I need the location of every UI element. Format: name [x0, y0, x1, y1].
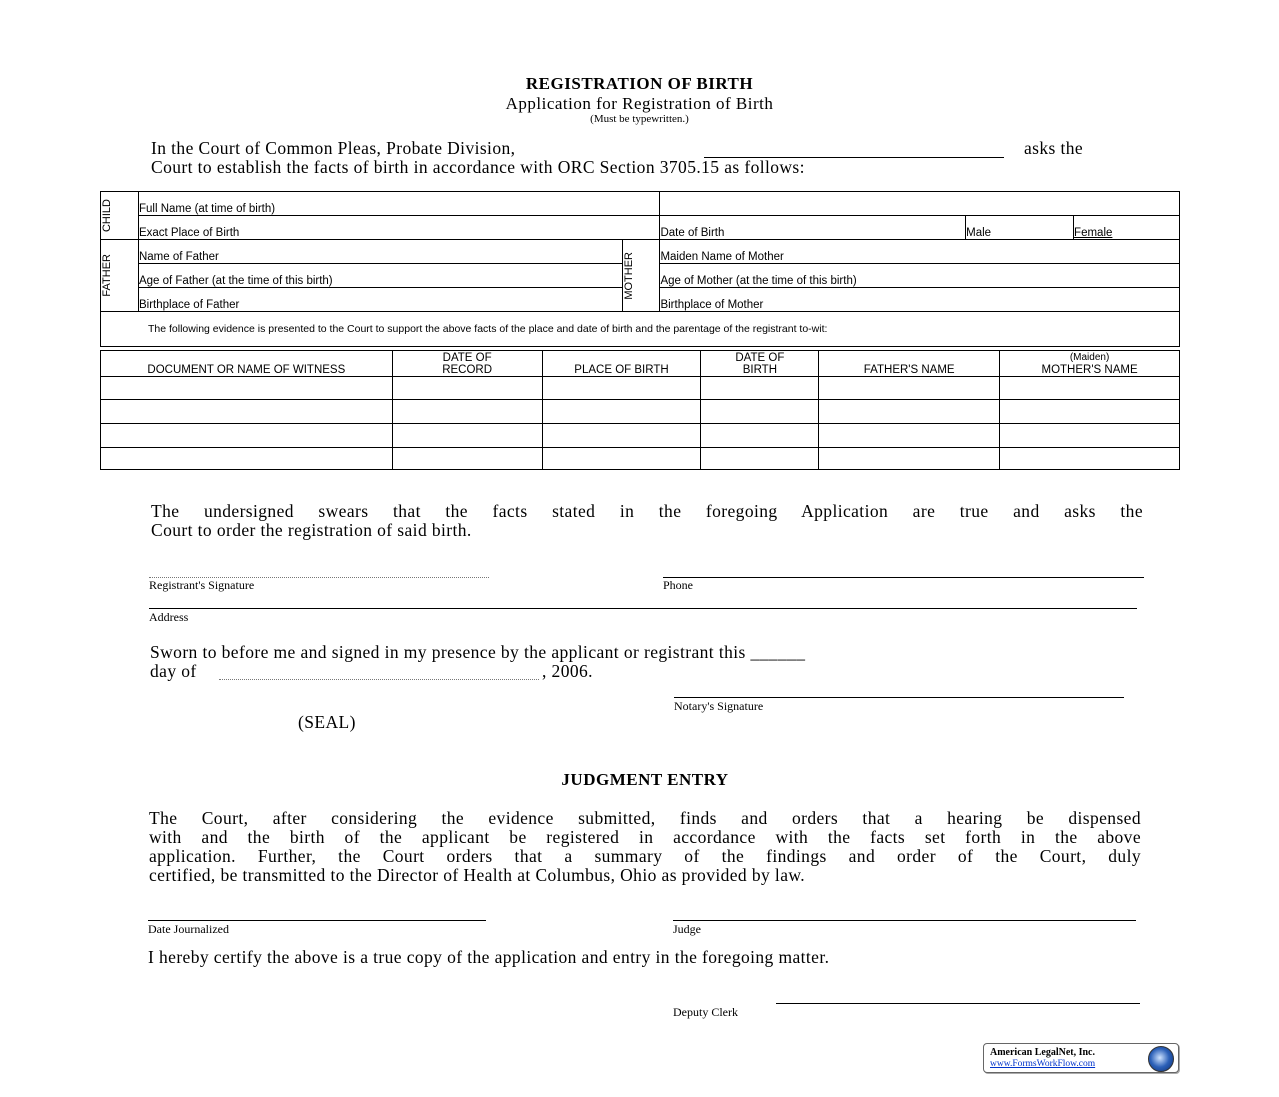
judgment-line-4: certified, be transmitted to the Director of Health at Columbus, Ohio as provided by law. — [149, 865, 806, 885]
col-father-header: FATHER'S NAME — [819, 351, 1000, 377]
company-name: American LegalNet, Inc. — [990, 1047, 1095, 1058]
birthplace-father-field[interactable]: Birthplace of Father — [138, 288, 623, 312]
col-mother-header: (Maiden) MOTHER'S NAME — [1000, 351, 1180, 377]
judgment-line-1: The Court, after considering the evidence submitted, finds and orders that a hearing be dispensed — [149, 808, 1141, 828]
evidence-row[interactable] — [101, 424, 1180, 448]
sworn-line-2-suffix: , 2006. — [542, 661, 593, 681]
website-link[interactable]: www.FormsWorkFlow.com — [990, 1059, 1096, 1069]
oath-line-1: The undersigned swears that the facts stated in the foregoing Application are true and asks the — [151, 501, 1143, 521]
full-name-value[interactable] — [660, 192, 1180, 216]
oath-line-2: Court to order the registration of said birth. — [151, 520, 472, 540]
address-line[interactable] — [149, 608, 1137, 609]
date-of-birth-field[interactable]: Date of Birth — [660, 216, 966, 240]
age-of-mother-field[interactable]: Age of Mother (at the time of this birth) — [660, 264, 1180, 288]
col-document-header: DOCUMENT OR NAME OF WITNESS — [101, 351, 393, 377]
age-of-father-field[interactable]: Age of Father (at the time of this birth) — [138, 264, 623, 288]
deputy-clerk-label: Deputy Clerk — [673, 1005, 738, 1019]
father-section-label: FATHER — [101, 240, 139, 312]
evidence-header-row — [101, 351, 1180, 377]
maiden-name-mother-field[interactable]: Maiden Name of Mother — [660, 240, 1180, 264]
intro-line-1-start: In the Court of Common Pleas, Probate Division, — [151, 138, 516, 158]
typewritten-note: (Must be typewritten.) — [590, 113, 689, 125]
phone-line[interactable] — [663, 577, 1144, 578]
intro-line-2: Court to establish the facts of birth in accordance with ORC Section 3705.15 as follows: — [151, 157, 805, 177]
col-date-record-header: DATE OF RECORD — [392, 351, 542, 377]
name-of-father-field[interactable]: Name of Father — [138, 240, 623, 264]
evidence-statement: The following evidence is presented to the Court to support the above facts of the place and date of birth and the parentage of the registrant to-wit: — [101, 312, 1180, 347]
date-journalized-line[interactable] — [148, 920, 486, 921]
female-field[interactable]: Female — [1074, 216, 1180, 240]
judgment-heading: JUDGMENT ENTRY — [561, 770, 729, 789]
evidence-table — [100, 350, 1180, 470]
date-journalized-label: Date Journalized — [148, 922, 229, 936]
birth-facts-table — [100, 191, 1180, 347]
judge-signature-line[interactable] — [673, 920, 1136, 921]
evidence-row[interactable] — [101, 400, 1180, 424]
birthplace-mother-field[interactable]: Birthplace of Mother — [660, 288, 1180, 312]
exact-place-field[interactable]: Exact Place of Birth — [138, 216, 659, 240]
col-place-header: PLACE OF BIRTH — [542, 351, 701, 377]
american-legalnet-logo[interactable] — [983, 1043, 1179, 1073]
full-name-field[interactable]: Full Name (at time of birth) — [138, 192, 659, 216]
evidence-row[interactable] — [101, 377, 1180, 400]
judgment-line-3: application. Further, the Court orders that a summary of the findings and order of the Court, duly — [149, 846, 1141, 866]
notary-signature-label: Notary's Signature — [674, 699, 764, 713]
certify-text: I hereby certify the above is a true copy of the application and entry in the foregoing matter. — [148, 947, 830, 967]
registrant-signature-label: Registrant's Signature — [149, 578, 255, 592]
sworn-line-1: Sworn to before me and signed in my presence by the applicant or registrant this ______ — [150, 642, 806, 662]
sworn-line-2-prefix: day of — [150, 661, 197, 681]
deputy-clerk-line[interactable] — [776, 1003, 1140, 1004]
globe-icon — [1148, 1046, 1174, 1072]
sworn-day-line[interactable] — [219, 679, 539, 680]
col-date-birth-header: DATE OF BIRTH — [701, 351, 819, 377]
form-subtitle: Application for Registration of Birth — [505, 94, 774, 113]
form-title: REGISTRATION OF BIRTH — [525, 74, 754, 93]
evidence-row[interactable] — [101, 448, 1180, 470]
judge-label: Judge — [673, 922, 701, 936]
address-label: Address — [149, 610, 189, 624]
phone-label: Phone — [663, 578, 693, 592]
judgment-line-2: with and the birth of the applicant be registered in accordance with the facts set forth in the above — [149, 827, 1141, 847]
intro-line-1-end: asks the — [1024, 138, 1084, 158]
seal-text: (SEAL) — [298, 712, 356, 732]
male-field[interactable]: Male — [966, 216, 1074, 240]
mother-section-label: MOTHER — [623, 240, 660, 312]
child-section-label: CHILD — [101, 192, 139, 240]
notary-signature-line[interactable] — [674, 697, 1124, 698]
